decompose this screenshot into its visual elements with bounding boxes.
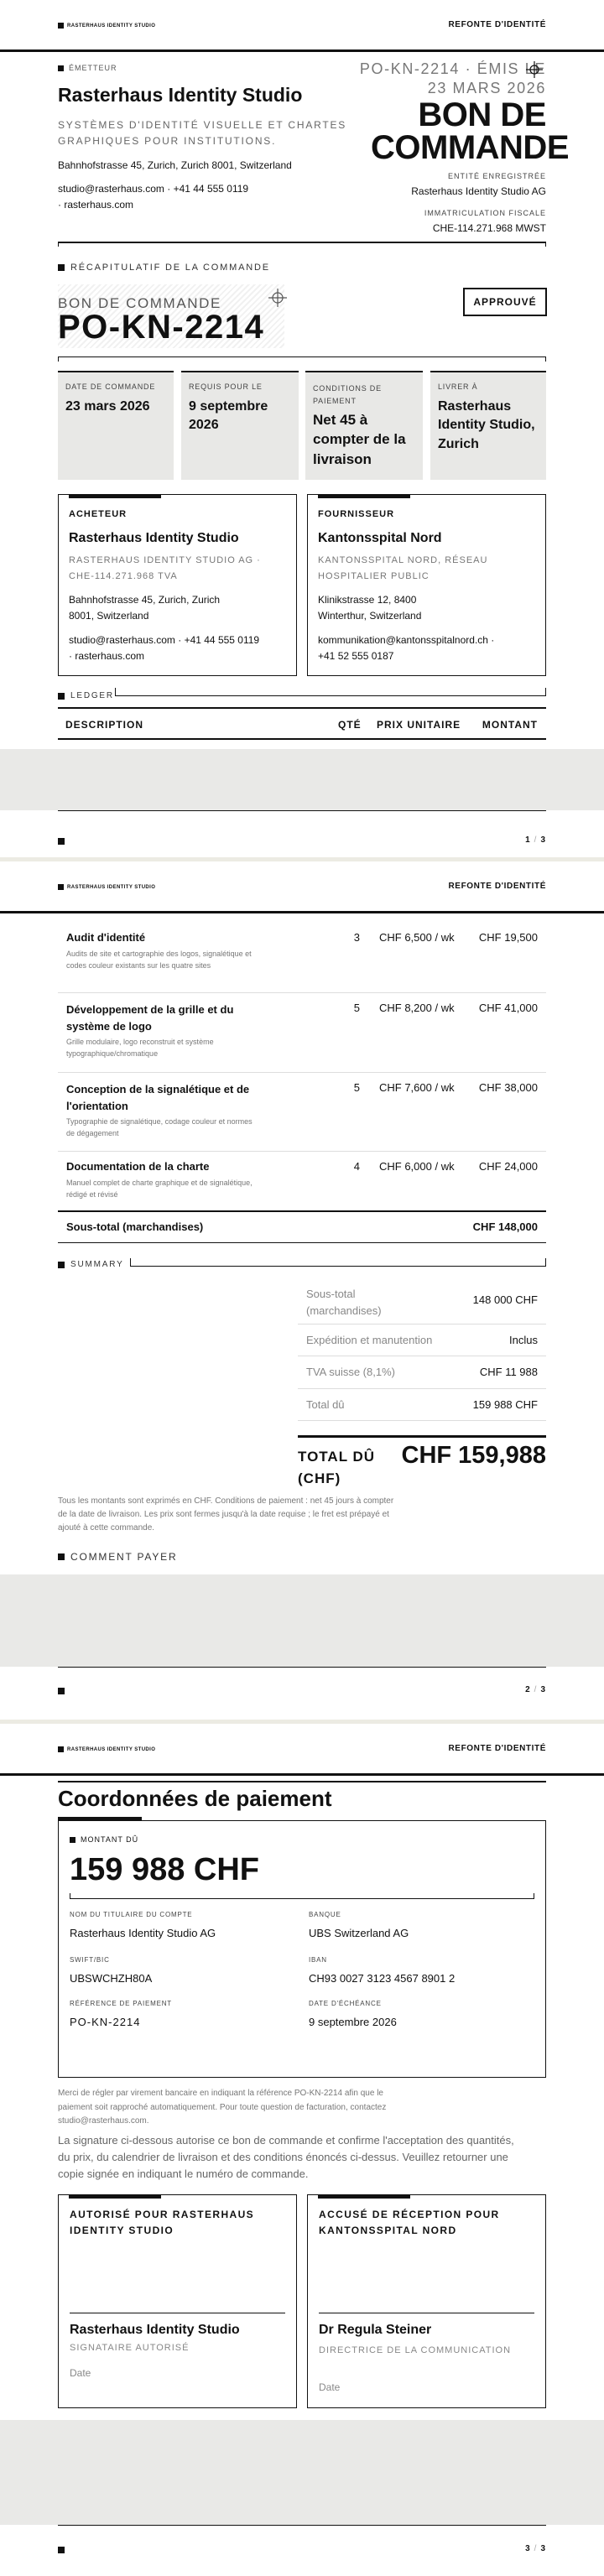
summary-cell-label: LIVRER À bbox=[438, 382, 478, 391]
totals-row-label: Expédition et manutention bbox=[306, 1334, 433, 1346]
supplier-card-accent bbox=[318, 495, 410, 498]
summary-cell bbox=[58, 371, 174, 480]
field-value: Rasterhaus Identity Studio AG bbox=[70, 1927, 216, 1939]
footer-rule bbox=[58, 1667, 546, 1668]
signature-accent bbox=[318, 2195, 410, 2199]
totals-rule bbox=[130, 1258, 546, 1267]
ledger-row-desc: Conception de la signalétique et de l'orientation bbox=[66, 1083, 250, 1112]
subtotal-bottom-rule bbox=[58, 1242, 546, 1243]
signature-name: Rasterhaus Identity Studio bbox=[70, 2323, 240, 2337]
tax-label: IMMATRICULATION FISCALE bbox=[424, 209, 546, 217]
ledger-col-amount: MONTANT bbox=[482, 719, 538, 731]
grand-total-label: TOTAL DÛ (CHF) bbox=[298, 1449, 376, 1486]
buyer-contact-1: studio@rasterhaus.com · +41 44 555 0119 bbox=[69, 634, 260, 646]
signature-card bbox=[307, 2194, 546, 2408]
header-brand: RASTERHAUS IDENTITY STUDIO bbox=[58, 1746, 155, 1752]
summary-cell-value: 23 mars 2026 bbox=[65, 399, 150, 414]
buyer-card-accent bbox=[69, 495, 161, 498]
ledger-row-desc: Audit d'identité bbox=[66, 931, 146, 944]
crosshair-icon bbox=[268, 289, 287, 307]
ledger-col-description: DESCRIPTION bbox=[65, 719, 144, 731]
issuer-address: Bahnhofstrasse 45, Zurich, Zurich 8001, Switzerland bbox=[58, 159, 292, 171]
header-project: REFONTE D'IDENTITÉ bbox=[448, 20, 546, 29]
tax-value: CHE-114.271.968 MWST bbox=[432, 222, 546, 234]
ledger-row-qty: 4 bbox=[353, 1160, 360, 1173]
signature-name: Dr Regula Steiner bbox=[319, 2323, 432, 2337]
field-label: IBAN bbox=[309, 1956, 327, 1964]
status-badge: APPROUVÉ bbox=[463, 288, 547, 316]
buyer-contact-2: · rasterhaus.com bbox=[69, 650, 145, 662]
doc-date-line: 23 MARS 2026 bbox=[427, 80, 546, 96]
ledger-row-unit: CHF 6,000 / wk bbox=[379, 1160, 455, 1173]
totals-row bbox=[298, 1356, 546, 1389]
ledger-row-desc: Documentation de la charte bbox=[66, 1160, 210, 1173]
summary-cell bbox=[181, 371, 299, 480]
ledger-row-unit: CHF 8,200 / wk bbox=[379, 1002, 455, 1014]
ledger-row-amount: CHF 41,000 bbox=[478, 1002, 538, 1014]
signature-heading: AUTORISÉ POUR RASTERHAUS IDENTITY STUDIO bbox=[70, 2209, 255, 2237]
payment-card bbox=[58, 1820, 546, 2078]
field-value: 9 septembre 2026 bbox=[309, 2016, 397, 2028]
header-brand: RASTERHAUS IDENTITY STUDIO bbox=[58, 884, 155, 890]
doc-number: PO-KN-2214 bbox=[58, 309, 265, 346]
ledger-row bbox=[58, 921, 546, 993]
summary-cell-value: Rasterhaus Identity Studio, Zurich bbox=[438, 399, 535, 451]
supplier-address-1: Klinikstrasse 12, 8400 bbox=[318, 594, 417, 606]
field-label: NOM DU TITULAIRE DU COMPTE bbox=[70, 1911, 193, 1918]
summary-cell bbox=[430, 371, 546, 480]
page-footer bbox=[0, 1667, 604, 1720]
signature-role: DIRECTRICE DE LA COMMUNICATION bbox=[319, 2345, 512, 2355]
summary-divider bbox=[58, 356, 546, 362]
payment-title-rule bbox=[58, 1781, 546, 1782]
ledger-row-sub: Audits de site et cartographie des logos, signalétique et codes couleur existants sur les quatre sites bbox=[66, 950, 252, 970]
ledger-col-qty: QTÉ bbox=[338, 719, 362, 731]
footer-square-icon bbox=[58, 1688, 65, 1694]
issuer-contact-1: studio@rasterhaus.com · +41 44 555 0119 bbox=[58, 183, 249, 195]
entity-value: Rasterhaus Identity Studio AG bbox=[411, 185, 546, 197]
page-footer bbox=[0, 2525, 604, 2576]
issuer-label: ÉMETTEUR bbox=[58, 64, 117, 72]
totals-row-label: TVA suisse (8,1%) bbox=[306, 1366, 395, 1378]
page-number: 1 / 3 bbox=[525, 835, 546, 845]
amount-square-icon bbox=[70, 1837, 76, 1843]
ledger-row-sub: Grille modulaire, logo reconstruit et système typographique/chromatique bbox=[66, 1038, 214, 1058]
totals-note: Tous les montants sont exprimés en CHF. Conditions de paiement : net 45 jours à compter de la date de livraison. Les prix sont fermes jusqu'à la date requise ; le fret est prépayé et ajouté à cette commande. bbox=[58, 1496, 394, 1533]
ledger-row-unit: CHF 7,600 / wk bbox=[379, 1081, 455, 1094]
ledger-row-qty: 3 bbox=[353, 931, 360, 944]
authorization-text: La signature ci-dessous autorise ce bon de commande et confirme l'acceptation des quantités, du prix, du calendrier de livraison et des conditions énoncés ci-dessus. Veuillez retourner une copie signée en indiquant le numéro de commande. bbox=[58, 2134, 514, 2181]
ledger-row-unit: CHF 6,500 / wk bbox=[379, 931, 455, 944]
brand-square-icon bbox=[58, 1746, 64, 1752]
summary-cell bbox=[305, 371, 423, 480]
grand-total-rule bbox=[298, 1435, 546, 1438]
payment-note: Merci de régler par virement bancaire en indiquant la référence PO-KN-2214 afin que le paiement soit rapproché automatiquement. Pour toute question de facturation, contactez studio@rasterhaus.com. bbox=[58, 2089, 387, 2126]
ledger-square-icon bbox=[58, 693, 65, 700]
page-number: 2 / 3 bbox=[525, 1685, 546, 1694]
issuer-tagline-2: GRAPHIQUES POUR INSTITUTIONS. bbox=[58, 135, 277, 147]
ledger-row-amount: CHF 24,000 bbox=[478, 1160, 538, 1173]
header-project: REFONTE D'IDENTITÉ bbox=[448, 1744, 546, 1753]
ledger-row-amount: CHF 19,500 bbox=[478, 931, 538, 944]
page-number: 3 / 3 bbox=[525, 2544, 546, 2553]
page-header bbox=[0, 0, 604, 52]
footer-rule bbox=[58, 810, 546, 811]
how-to-pay-square-icon bbox=[58, 1553, 65, 1560]
page-gap bbox=[0, 1574, 604, 1667]
subtotal-value: CHF 148,000 bbox=[472, 1220, 538, 1233]
issuer-contact-2: · rasterhaus.com bbox=[58, 199, 134, 211]
summary-cell-label: DATE DE COMMANDE bbox=[65, 382, 156, 391]
ledger-row-sub: Manuel complet de charte graphique et de signalétique, rédigé et révisé bbox=[66, 1179, 253, 1199]
buyer-label: ACHETEUR bbox=[69, 509, 128, 519]
page-header bbox=[0, 861, 604, 913]
supplier-card bbox=[307, 494, 546, 676]
ledger-section-title: LEDGER bbox=[58, 691, 114, 700]
field-value: PO-KN-2214 bbox=[70, 2016, 141, 2028]
buyer-name: Rasterhaus Identity Studio bbox=[69, 531, 239, 545]
buyer-address-2: 8001, Switzerland bbox=[69, 610, 149, 622]
grand-total-value: CHF 159,988 bbox=[401, 1442, 546, 1469]
field-label: BANQUE bbox=[309, 1911, 341, 1918]
totals-row bbox=[298, 1324, 546, 1356]
entity-label: ENTITÉ ENREGISTRÉE bbox=[447, 172, 546, 180]
totals-row bbox=[298, 1389, 546, 1421]
ledger-row bbox=[58, 993, 546, 1073]
totals-row-value: CHF 11 988 bbox=[479, 1366, 538, 1378]
buyer-sub: RASTERHAUS IDENTITY STUDIO AG · CHE-114.271.968 TVA bbox=[69, 555, 261, 582]
issuer-tagline-1: SYSTÈMES D'IDENTITÉ VISUELLE ET CHARTES bbox=[58, 119, 347, 131]
supplier-contact-1: kommunikation@kantonsspitalnord.ch · bbox=[318, 634, 495, 646]
page-3 bbox=[0, 1724, 604, 2576]
ledger-row-qty: 5 bbox=[353, 1002, 360, 1014]
page-gap bbox=[0, 749, 604, 810]
ledger-header-top-rule bbox=[58, 707, 546, 709]
totals-row-label: Sous-total (marchandises) bbox=[306, 1288, 382, 1317]
how-to-pay-title: COMMENT PAYER bbox=[58, 1551, 177, 1563]
field-value: CH93 0027 3123 4567 8901 2 bbox=[309, 1972, 456, 1985]
totals-section-title: SUMMARY bbox=[58, 1260, 124, 1269]
ledger-row-sub: Typographie de signalétique, codage couleur et normes de dégagement bbox=[66, 1117, 253, 1137]
page-2 bbox=[0, 861, 604, 1574]
subtotal-rule bbox=[58, 1210, 546, 1212]
footer-rule bbox=[58, 2525, 546, 2526]
amount-due: 159 988 CHF bbox=[70, 1852, 260, 1887]
signature-date: Date bbox=[70, 2367, 91, 2379]
page-1 bbox=[0, 0, 604, 839]
payment-title: Coordonnées de paiement bbox=[58, 1786, 332, 1811]
totals-row-value: 159 988 CHF bbox=[472, 1398, 538, 1411]
ledger-row-qty: 5 bbox=[353, 1081, 360, 1094]
amount-rule bbox=[70, 1893, 534, 1899]
totals-row-label: Total dû bbox=[306, 1398, 345, 1411]
doc-type-label: BON DE COMMANDE bbox=[58, 295, 221, 311]
doc-ref-line: PO-KN-2214 · ÉMIS LE bbox=[359, 60, 546, 77]
signature-card bbox=[58, 2194, 297, 2408]
signature-role: SIGNATAIRE AUTORISÉ bbox=[70, 2343, 190, 2353]
field-label: SWIFT/BIC bbox=[70, 1956, 110, 1964]
footer-square-icon bbox=[58, 2547, 65, 2553]
field-value: UBS Switzerland AG bbox=[309, 1927, 409, 1939]
buyer-address-1: Bahnhofstrasse 45, Zurich, Zurich bbox=[69, 594, 221, 606]
signature-accent bbox=[69, 2195, 161, 2199]
supplier-name: Kantonsspital Nord bbox=[318, 531, 442, 545]
summary-cell-label: REQUIS POUR LE bbox=[189, 382, 263, 391]
ledger-row bbox=[58, 1073, 546, 1152]
ledger-rule bbox=[115, 688, 546, 696]
supplier-address-2: Winterthur, Switzerland bbox=[318, 610, 422, 622]
ledger-row-amount: CHF 38,000 bbox=[478, 1081, 538, 1094]
summary-cell-value: Net 45 à compter de la livraison bbox=[313, 411, 406, 468]
header-project: REFONTE D'IDENTITÉ bbox=[448, 882, 546, 891]
header-divider bbox=[58, 242, 546, 247]
totals-row-value: 148 000 CHF bbox=[472, 1293, 538, 1306]
totals-row bbox=[298, 1281, 546, 1324]
field-value: UBSWCHZH80A bbox=[70, 1972, 153, 1985]
totals-row-value: Inclus bbox=[509, 1334, 538, 1346]
subtotal-label: Sous-total (marchandises) bbox=[66, 1220, 204, 1233]
summary-square-icon bbox=[58, 264, 65, 271]
field-label: RÉFÉRENCE DE PAIEMENT bbox=[70, 2000, 172, 2007]
crosshair-icon bbox=[526, 61, 543, 78]
doc-title-2: COMMANDE bbox=[371, 129, 569, 166]
summary-cell-value: 9 septembre 2026 bbox=[189, 399, 268, 433]
summary-section-title: RÉCAPITULATIF DE LA COMMANDE bbox=[58, 263, 270, 273]
field-label: DATE D'ÉCHÉANCE bbox=[309, 2000, 382, 2007]
issuer-name: Rasterhaus Identity Studio bbox=[58, 84, 303, 106]
brand-square-icon bbox=[58, 884, 64, 890]
supplier-sub: KANTONSSPITAL NORD, RÉSEAU HOSPITALIER PUBLIC bbox=[318, 555, 488, 582]
header-brand: RASTERHAUS IDENTITY STUDIO bbox=[58, 23, 155, 29]
supplier-contact-2: +41 52 555 0187 bbox=[318, 650, 394, 662]
buyer-card bbox=[58, 494, 297, 676]
summary-cell-label: CONDITIONS DE PAIEMENT bbox=[313, 384, 382, 406]
page-header bbox=[0, 1724, 604, 1776]
doc-title-1: BON DE bbox=[418, 96, 546, 133]
ledger-row bbox=[58, 1152, 546, 1210]
page-gap bbox=[0, 2420, 604, 2525]
totals-square-icon bbox=[58, 1262, 65, 1268]
amount-due-label: MONTANT DÛ bbox=[70, 1835, 138, 1844]
ledger-header-bottom-rule bbox=[58, 738, 546, 740]
signature-heading: ACCUSÉ DE RÉCEPTION POUR KANTONSSPITAL NORD bbox=[319, 2209, 500, 2237]
brand-square-icon bbox=[58, 23, 64, 29]
ledger-row-desc: Développement de la grille et du système de logo bbox=[66, 1003, 234, 1033]
signature-date: Date bbox=[319, 2381, 341, 2393]
issuer-square-icon bbox=[58, 65, 64, 71]
ledger-col-unit: PRIX UNITAIRE bbox=[377, 719, 461, 731]
footer-square-icon bbox=[58, 838, 65, 845]
supplier-label: FOURNISSEUR bbox=[318, 509, 395, 519]
